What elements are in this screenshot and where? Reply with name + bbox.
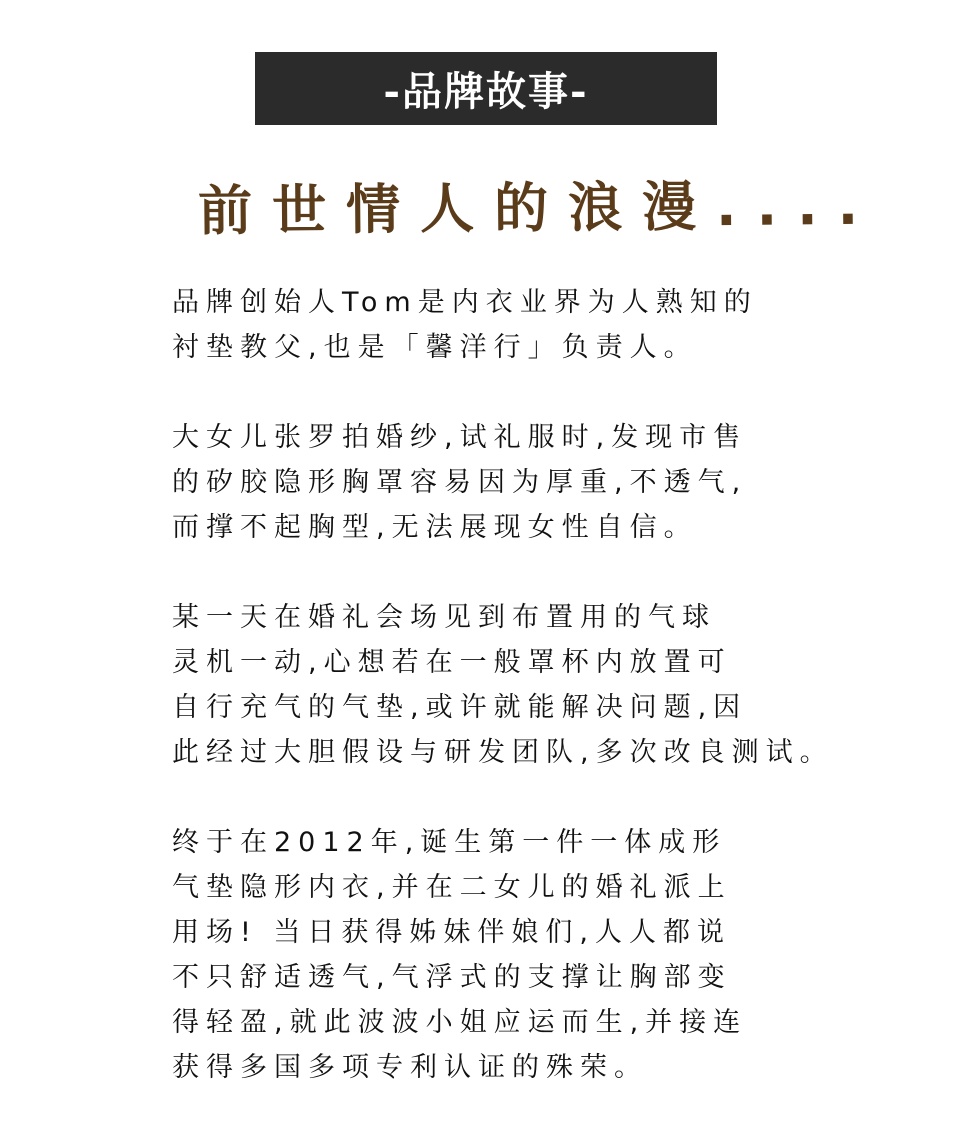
story-paragraph-daughter (172, 415, 892, 550)
brand-story (172, 280, 892, 1135)
story-line: 衬垫教父,也是「馨洋行」负责人。 (172, 332, 698, 363)
story-paragraph-result (172, 820, 892, 1090)
story-line: 用场! 当日获得姊妹伴娘们,人人都说 (172, 917, 731, 948)
story-line: 自行充气的气垫,或许就能解决问题,因 (172, 692, 748, 723)
story-line: 得轻盈,就此波波小姐应运而生,并接连 (172, 1007, 748, 1038)
story-paragraph-founder (172, 280, 892, 370)
story-line: 而撑不起胸型,无法展现女性自信。 (172, 512, 698, 543)
story-line: 终于在2012年,诞生第一件一体成形 (172, 827, 727, 858)
story-line: 不只舒适透气,气浮式的支撑让胸部变 (172, 962, 732, 993)
story-line: 大女儿张罗拍婚纱,试礼服时,发现市售 (172, 422, 748, 453)
story-line: 品牌创始人Tom是内衣业界为人熟知的 (172, 287, 758, 318)
story-line: 获得多国多项专利认证的殊荣。 (172, 1052, 648, 1083)
section-title: -品牌故事- (383, 68, 589, 115)
story-line: 灵机一动,心想若在一般罩杯内放置可 (172, 647, 732, 678)
story-subtitle: 前世情人的浪漫.... (197, 173, 879, 243)
story-paragraph-idea (172, 595, 892, 775)
story-line: 某一天在婚礼会场见到布置用的气球 (172, 602, 716, 633)
section-header-bar (255, 52, 717, 125)
story-line: 气垫隐形内衣,并在二女儿的婚礼派上 (172, 872, 732, 903)
story-line: 此经过大胆假设与研发团队,多次改良测试。 (172, 737, 834, 768)
story-line: 的矽胶隐形胸罩容易因为厚重,不透气, (172, 467, 748, 498)
